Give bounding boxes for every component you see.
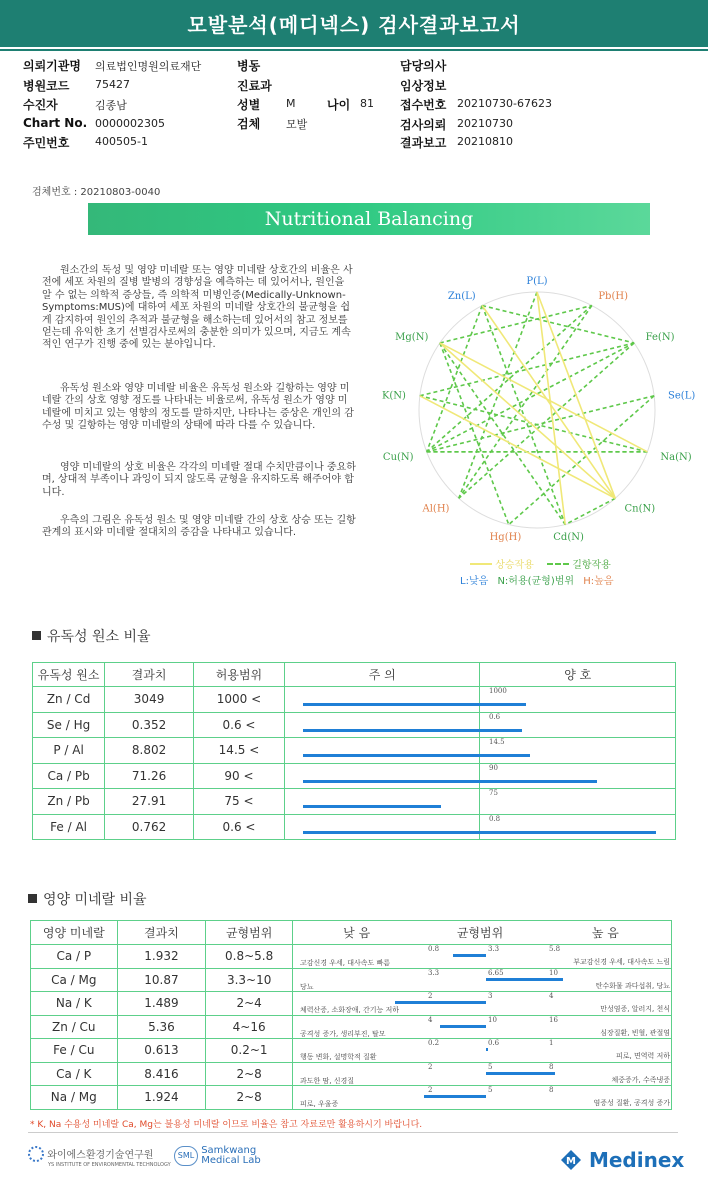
nutrient-result-bar <box>424 1095 486 1098</box>
toxic-row <box>33 814 676 840</box>
samkwang-logo <box>174 1146 261 1166</box>
nutrient-result: 10.87 <box>117 968 206 992</box>
nutrient-section-label: 영양 미네랄 비율 <box>43 892 147 908</box>
ward-label: 병동 <box>237 59 261 73</box>
report-date-label: 결과보고 <box>400 136 447 150</box>
age-value: 81 <box>360 97 374 110</box>
toxic-range: 0.6 < <box>194 814 285 840</box>
high-effect-text: 탄수화물 과다섭취, 당뇨 <box>595 981 670 990</box>
toxic-threshold-tick: 14.5 <box>489 738 505 746</box>
svg-text:M: M <box>566 1156 576 1167</box>
nutrient-header-result: 결과치 <box>117 921 206 945</box>
toxic-section-title <box>32 626 151 646</box>
low-effect-text: 행동 변화, 설명학적 질환 <box>300 1053 377 1061</box>
nutrient-result: 8.416 <box>117 1062 206 1086</box>
synergy-line <box>482 306 615 499</box>
nutrient-ratio-paragraph: 영양 미네랄의 상호 비율은 각각의 미네랄 절대 수치만큼이나 중요하며, 상대적 부족이나 과잉이 되지 않도록 균형을 유지하도록 해주어야 합니다. <box>42 462 356 498</box>
chart-no: 0000002305 <box>95 117 165 130</box>
toxic-range: 0.6 < <box>194 712 285 738</box>
antagonism-line <box>440 343 509 525</box>
nutrient-result-bar <box>440 1025 486 1028</box>
toxic-element: Zn / Cd <box>33 687 105 713</box>
nutrient-result-bar <box>486 1048 488 1051</box>
nutrient-range-tick: 2 <box>428 992 433 1000</box>
antagonism-line <box>420 396 647 452</box>
ys-emblem-icon <box>28 1146 44 1162</box>
nutritional-balancing-banner: Nutritional Balancing <box>88 203 650 235</box>
toxic-header-caution: 주 의 <box>284 663 480 687</box>
toxic-row <box>33 789 676 815</box>
resident-label: 주민번호 <box>23 136 70 150</box>
patient-label: 수진자 <box>23 98 58 112</box>
nutrient-range-tick: 16 <box>549 1015 558 1024</box>
toxic-result-bar <box>303 780 597 783</box>
toxic-caution-cell <box>284 789 480 815</box>
nutrient-element: Ca / P <box>31 945 118 969</box>
toxic-result: 3049 <box>105 687 194 713</box>
receipt-label: 접수번호 <box>400 98 447 112</box>
specimen-value: 모발 <box>286 118 308 131</box>
nutrient-range-tick: 5 <box>488 1086 493 1094</box>
nutrient-range-tick: 3.3 <box>488 945 500 953</box>
antagonism-line <box>440 306 592 343</box>
wheel-node-label: Zn(L) <box>447 290 476 302</box>
ys-subname: YS INSTITUTE OF ENVIRONMENTAL TECHNOLOGY <box>48 1162 171 1168</box>
nutrient-row <box>31 1086 672 1110</box>
toxic-row <box>33 738 676 764</box>
section-square-icon <box>28 894 37 903</box>
wheel-legend-lines <box>470 556 611 571</box>
toxic-section-label: 유독성 원소 비율 <box>47 629 151 645</box>
hospital-code-value: 75427 <box>95 78 130 91</box>
toxic-element: P / Al <box>33 738 105 764</box>
nutrient-range-tick: 2 <box>428 1086 433 1094</box>
toxic-result-bar <box>303 729 522 732</box>
toxic-threshold-tick: 0.8 <box>489 814 501 823</box>
institution-value: 의료법인명원의료재단 <box>95 60 202 73</box>
wheel-node-label: Hg(H) <box>489 532 522 544</box>
toxic-caution-cell <box>284 712 480 738</box>
synergy-line-swatch <box>470 563 492 565</box>
nutrient-result: 5.36 <box>117 1015 206 1039</box>
samkwang-sub: Medical Lab <box>201 1155 261 1166</box>
toxic-row <box>33 712 676 738</box>
wheel-circle <box>419 292 655 528</box>
nutrient-result: 1.489 <box>117 992 206 1016</box>
toxic-caution-cell <box>284 814 480 840</box>
antagonism-line-swatch <box>547 563 569 565</box>
age-label: 나이 <box>327 98 351 112</box>
high-effect-text: 만성염증, 알러지, 천식 <box>600 1005 670 1013</box>
report-date: 20210810 <box>457 135 513 148</box>
toxic-good-cell <box>480 814 676 840</box>
sex-label: 성별 <box>237 98 261 112</box>
wheel-explanation-paragraph: 우측의 그림은 유독성 원소 및 영양 미네랄 간의 상호 상승 또는 길항 관계의 표시와 미네랄 절대치의 증감을 나타내고 있습니다. <box>42 515 356 539</box>
intro-paragraph: 원소간의 독성 및 영양 미네랄 또는 영양 미네랄 상호간의 비율은 사전에 세포 차원의 질병 발병의 경향성을 예측하는 데 있어서나, 원인을 알 수 없는 의학적 증상들, 즉 의학적 미병인증(Medically-Unknown-Symptoms:MUS)에 대하여 세포 차원의 미네랄 상호간의 불균형을 쉽게 감지하여 원인의 추적과 불균형을 해소하는데 있어서의 참고 정보를 얻는데 유익한 초기 선별검사로써의 충분한 의미가 있으며, 지금도 계속적인 연구가 진행 중에 있는 분야입니다. <box>42 265 353 351</box>
legend-synergy: 상승작용 <box>495 560 534 571</box>
high-effect-text: 피로, 면역력 저하 <box>615 1052 670 1060</box>
toxic-good-cell <box>480 687 676 713</box>
hospital-code-label: 병원코드 <box>23 79 70 93</box>
toxic-result: 0.352 <box>105 712 194 738</box>
wheel-node-label: Fe(N) <box>645 332 675 344</box>
resident-no: 400505-1 <box>95 135 148 148</box>
nutrient-header-range: 균형범위 <box>206 921 293 945</box>
medinex-emblem-icon <box>560 1149 582 1171</box>
high-effect-text: 심장질환, 빈혈, 관절염 <box>600 1028 670 1037</box>
nutrient-range: 2~8 <box>206 1086 293 1110</box>
clinical-label: 임상정보 <box>400 79 447 93</box>
toxic-result: 27.91 <box>105 789 194 815</box>
wheel-node-label: Pb(H) <box>598 290 628 302</box>
toxic-range: 75 < <box>194 789 285 815</box>
sex-value: M <box>286 97 296 110</box>
institution-label: 의뢰기관명 <box>23 59 81 73</box>
toxic-threshold-tick: 0.6 <box>489 712 501 721</box>
toxic-threshold-tick: 90 <box>489 763 498 772</box>
nutrient-element: Fe / Cu <box>31 1039 118 1063</box>
toxic-good-cell <box>480 789 676 815</box>
high-effect-text: 부교감신경 우세, 대사속도 느림 <box>573 958 670 966</box>
toxic-good-cell <box>480 763 676 789</box>
low-effect-text: 체력산증, 소화장애, 간기능 저하 <box>300 1006 400 1014</box>
toxic-element: Se / Hg <box>33 712 105 738</box>
toxic-element: Fe / Al <box>33 814 105 840</box>
nutrient-range-tick: 10 <box>488 1015 497 1024</box>
legend-low: L:낮음 <box>460 576 489 587</box>
toxic-caution-cell <box>284 763 480 789</box>
toxic-ratio-paragraph: 유독성 원소와 영양 미네랄 비율은 유독성 원소와 길항하는 영양 미네랄 간의 상호 영향 정도를 나타내는 비율로써, 유독성 원소가 영양 미네랄에 미치고 있는 영향의 정도를 말하지만, 나타나는 증상은 개인의 감수성 및 길항하는 영양 미네랄의 상태에 따라 다를 수 있습니다. <box>42 383 354 432</box>
toxic-element: Zn / Pb <box>33 789 105 815</box>
nutrient-range: 3.3~10 <box>206 968 293 992</box>
nutrient-range: 4~16 <box>206 1015 293 1039</box>
antagonism-line <box>459 306 592 499</box>
toxic-result-bar <box>303 831 656 834</box>
low-effect-text: 당뇨 <box>300 982 314 991</box>
toxic-header-good: 양 호 <box>480 663 676 687</box>
nutrient-header-element: 영양 미네랄 <box>31 921 118 945</box>
toxic-range: 1000 < <box>194 687 285 713</box>
toxic-caution-cell <box>284 738 480 764</box>
low-effect-text: 고감신경 우세, 대사속도 빠름 <box>300 959 391 967</box>
nutrient-range: 0.2~1 <box>206 1039 293 1063</box>
wheel-node-label: K(N) <box>381 390 406 402</box>
nutrient-range-tick: 6.65 <box>488 968 504 977</box>
nutrient-element: Na / K <box>31 992 118 1016</box>
legend-normal: N:허용(균형)범위 <box>497 576 575 587</box>
nutrient-range: 2~4 <box>206 992 293 1016</box>
high-effect-text: 염증성 질환, 공격성 증가 <box>593 1099 670 1107</box>
nutrient-result-bar <box>453 954 486 957</box>
toxic-element: Ca / Pb <box>33 763 105 789</box>
specimen-number: 검체번호 : 20210803-0040 <box>32 187 161 198</box>
samkwang-name: Samkwang <box>201 1145 257 1156</box>
nutrient-range-tick: 2 <box>428 1062 433 1071</box>
ys-logo <box>28 1146 171 1168</box>
wheel-node-label: P(L) <box>526 276 548 287</box>
wheel-node-label: Mg(N) <box>395 332 429 344</box>
nutrient-header-high: 높 음 <box>540 921 672 945</box>
dept-label: 진료과 <box>237 79 272 93</box>
chart-label: Chart No. <box>23 116 88 130</box>
report-title: 모발분석(메디넥스) 검사결과보고서 <box>0 0 708 47</box>
toxic-range: 14.5 < <box>194 738 285 764</box>
nutrient-range-tick: 3 <box>488 992 493 1000</box>
request-date: 20210730 <box>457 117 513 130</box>
legend-high: H:높음 <box>583 576 614 587</box>
request-label: 검사의뢰 <box>400 118 447 132</box>
nutrient-range-tick: 4 <box>428 1015 433 1024</box>
wheel-node-label: Cu(N) <box>382 452 414 464</box>
nutrient-element: Na / Mg <box>31 1086 118 1110</box>
nutrient-range: 2~8 <box>206 1062 293 1086</box>
ys-name: 와이에스환경기술연구원 <box>47 1150 154 1161</box>
wheel-node-label: Cd(N) <box>553 532 584 544</box>
wheel-node-label: Na(N) <box>660 452 692 464</box>
toxic-row <box>33 763 676 789</box>
toxic-threshold-tick: 1000 <box>489 687 507 695</box>
toxic-header-range: 허용범위 <box>194 663 285 687</box>
toxic-result-bar <box>303 805 441 808</box>
toxic-ratio-table <box>32 662 676 840</box>
wheel-node-label: Al(H) <box>422 503 450 515</box>
toxic-header-result: 결과치 <box>105 663 194 687</box>
nutrient-row <box>31 968 672 992</box>
medinex-wordmark: Medinex <box>588 1148 685 1172</box>
nutrient-element: Ca / K <box>31 1062 118 1086</box>
nutrient-element: Zn / Cu <box>31 1015 118 1039</box>
medinex-logo <box>560 1148 684 1172</box>
footer-divider <box>28 1132 678 1133</box>
nutrient-range-tick: 5 <box>488 1062 493 1071</box>
toxic-good-cell <box>480 712 676 738</box>
nutrient-result-bar <box>486 1072 555 1075</box>
doctor-label: 담당의사 <box>400 59 447 73</box>
nutrient-range-tick: 0.6 <box>488 1039 500 1047</box>
nutrient-range-tick: 3.3 <box>428 968 440 977</box>
nutrient-header-balance: 균형범위 <box>420 921 539 945</box>
nutrient-section-title <box>28 889 147 909</box>
high-effect-text: 체중증가, 수족냉증 <box>611 1075 670 1084</box>
nutrient-range-tick: 8 <box>549 1086 554 1094</box>
nutrient-result: 1.924 <box>117 1086 206 1110</box>
wheel-node-label: Se(L) <box>668 390 696 402</box>
wheel-legend-levels <box>460 572 613 587</box>
toxic-good-cell <box>480 738 676 764</box>
toxic-range: 90 < <box>194 763 285 789</box>
nutrient-range-tick: 10 <box>549 968 558 977</box>
antagonism-line <box>427 306 482 452</box>
nutrient-result: 1.932 <box>117 945 206 969</box>
antagonism-line <box>565 498 615 524</box>
toxic-threshold-tick: 75 <box>489 789 498 797</box>
nutrient-range-tick: 4 <box>549 992 554 1000</box>
low-effect-text: 공격성 증가, 생리부진, 탈모 <box>300 1029 386 1038</box>
receipt-no: 20210730-67623 <box>457 97 552 110</box>
toxic-caution-cell <box>284 687 480 713</box>
toxic-result: 8.802 <box>105 738 194 764</box>
nutrient-range-tick: 8 <box>549 1062 554 1071</box>
nutrient-range-tick: 5.8 <box>549 945 561 953</box>
patient-name: 김종남 <box>95 99 127 112</box>
antagonism-line <box>427 396 654 452</box>
sml-mark-icon: SML <box>174 1146 198 1166</box>
footnote: * K, Na 수용성 미네랄 Ca, Mg는 불용성 미네랄 이므로 비율은 참고 자료로만 활용하시기 바랍니다. <box>30 1120 423 1130</box>
low-effect-text: 과도한 땀, 신경질 <box>300 1076 355 1085</box>
specimen-label: 검체 <box>237 117 261 131</box>
toxic-result-bar <box>303 754 530 757</box>
nutrient-header-low: 낮 음 <box>293 921 421 945</box>
toxic-header-element: 유독성 원소 <box>33 663 105 687</box>
section-square-icon <box>32 631 41 640</box>
nutrient-result: 0.613 <box>117 1039 206 1063</box>
wheel-node-label: Cn(N) <box>624 503 656 515</box>
toxic-result: 0.762 <box>105 814 194 840</box>
title-divider <box>0 49 708 51</box>
nutrient-range: 0.8~5.8 <box>206 945 293 969</box>
legend-antagonism: 길항작용 <box>572 560 611 571</box>
nutrient-range-tick: 0.2 <box>428 1039 440 1047</box>
nutrient-range-tick: 1 <box>549 1039 554 1047</box>
low-effect-text: 피로, 우울증 <box>300 1100 339 1108</box>
mineral-interaction-wheel <box>381 270 696 555</box>
nutrient-element: Ca / Mg <box>31 968 118 992</box>
nutrient-result-bar <box>486 978 563 981</box>
toxic-result-bar <box>303 703 526 706</box>
toxic-row <box>33 687 676 713</box>
nutrient-result-bar <box>395 1001 486 1004</box>
toxic-result: 71.26 <box>105 763 194 789</box>
nutrient-range-tick: 0.8 <box>428 945 440 953</box>
